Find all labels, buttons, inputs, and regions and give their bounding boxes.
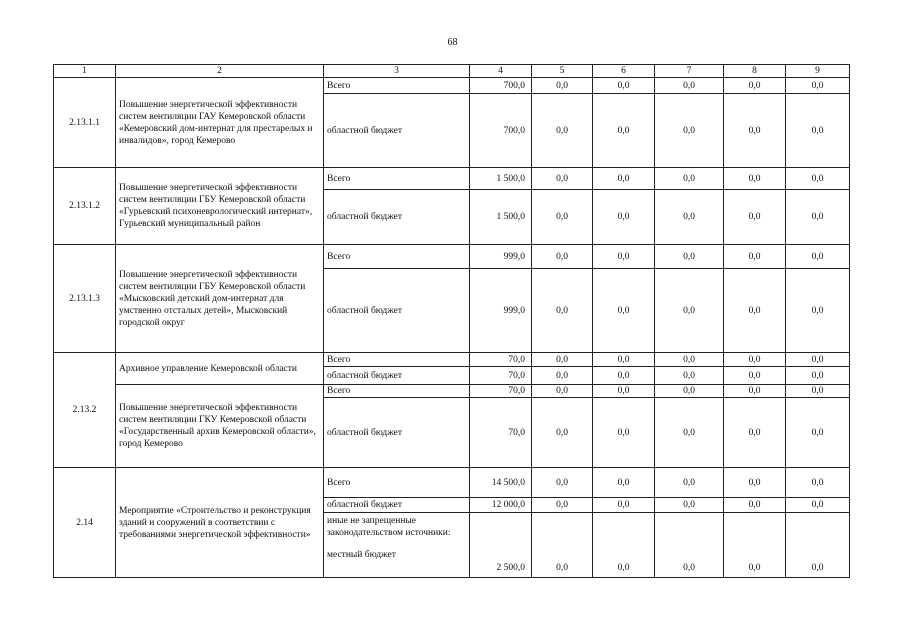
- source-label: областной бюджет: [324, 498, 470, 513]
- value-cell: 0,0: [724, 190, 786, 245]
- value-cell: 0,0: [655, 269, 724, 353]
- value-cell: 0,0: [655, 367, 724, 385]
- value-cell: 0,0: [655, 385, 724, 398]
- row-name: Повышение энергетической эффективности систем вентиляции ГБУ Кемеровской области «Мысковский детский дом-интернат для умственно отсталых детей», Мысковский городской округ: [116, 245, 324, 353]
- source-label-stack: [324, 513, 470, 578]
- row-code: 2.13.1.2: [54, 168, 116, 245]
- value-cell: 0,0: [532, 498, 593, 513]
- header-row: [54, 65, 850, 78]
- value-cell: 0,0: [786, 168, 850, 190]
- value-cell: 0,0: [593, 245, 655, 269]
- value-cell: 0,0: [655, 353, 724, 367]
- value-cell: 0,0: [655, 245, 724, 269]
- value-cell: 0,0: [593, 94, 655, 168]
- value-cell: 0,0: [655, 513, 724, 578]
- value-cell: 0,0: [786, 367, 850, 385]
- row-code: 2.13.1.3: [54, 245, 116, 353]
- source-label: Всего: [324, 245, 470, 269]
- value-cell: 0,0: [724, 468, 786, 498]
- value-cell: 2 500,0: [470, 513, 532, 578]
- value-cell: 0,0: [532, 94, 593, 168]
- header-cell: 7: [655, 65, 724, 78]
- source-label: областной бюджет: [324, 367, 470, 385]
- value-cell: 0,0: [724, 269, 786, 353]
- value-cell: 0,0: [786, 498, 850, 513]
- budget-table: [53, 64, 850, 578]
- row-name: Повышение энергетической эффективности систем вентиляции ГБУ Кемеровской области «Гурьевский психоневрологический интернат», Гурьевский муниципальный район: [116, 168, 324, 245]
- value-cell: 0,0: [786, 385, 850, 398]
- value-cell: 1 500,0: [470, 168, 532, 190]
- value-cell: 0,0: [593, 385, 655, 398]
- value-cell: 0,0: [655, 168, 724, 190]
- value-cell: 0,0: [786, 468, 850, 498]
- value-cell: 0,0: [786, 78, 850, 94]
- value-cell: 0,0: [655, 498, 724, 513]
- value-cell: 0,0: [724, 385, 786, 398]
- value-cell: 0,0: [724, 367, 786, 385]
- source-label: иные не запрещенные законодательством источники:: [327, 516, 451, 538]
- table-row: [54, 78, 850, 94]
- value-cell: 70,0: [470, 353, 532, 367]
- value-cell: 0,0: [532, 385, 593, 398]
- value-cell: 0,0: [724, 94, 786, 168]
- value-cell: 0,0: [593, 498, 655, 513]
- header-cell: 9: [786, 65, 850, 78]
- table-row: [54, 468, 850, 498]
- value-cell: 0,0: [593, 513, 655, 578]
- value-cell: 0,0: [786, 398, 850, 468]
- value-cell: 700,0: [470, 94, 532, 168]
- value-cell: 0,0: [724, 168, 786, 190]
- value-cell: 0,0: [786, 269, 850, 353]
- value-cell: 0,0: [593, 78, 655, 94]
- source-label: местный бюджет: [327, 550, 396, 560]
- value-cell: 0,0: [593, 353, 655, 367]
- header-cell: 2: [116, 65, 324, 78]
- value-cell: 0,0: [786, 94, 850, 168]
- table-row: [54, 245, 850, 269]
- value-cell: 0,0: [724, 498, 786, 513]
- value-cell: 70,0: [470, 398, 532, 468]
- header-cell: 5: [532, 65, 593, 78]
- value-cell: 0,0: [724, 78, 786, 94]
- header-cell: 6: [593, 65, 655, 78]
- row-name: Повышение энергетической эффективности систем вентиляции ГАУ Кемеровской области «Кемеровский дом-интернат для престарелых и инвалидов», город Кемерово: [116, 78, 324, 168]
- row-code: 2.13.1.1: [54, 78, 116, 168]
- source-label: Всего: [324, 468, 470, 498]
- source-label: Всего: [324, 353, 470, 367]
- row-name: Повышение энергетической эффективности систем вентиляции ГКУ Кемеровской области «Государственный архив Кемеровской области», город Кемерово: [116, 385, 324, 468]
- value-cell: 70,0: [470, 385, 532, 398]
- value-cell: 0,0: [655, 398, 724, 468]
- row-code: 2.14: [54, 468, 116, 578]
- value-cell: 0,0: [724, 353, 786, 367]
- value-cell: 0,0: [532, 367, 593, 385]
- value-cell: 0,0: [532, 245, 593, 269]
- value-cell: 0,0: [593, 269, 655, 353]
- value-cell: 0,0: [786, 353, 850, 367]
- value-cell: 0,0: [593, 468, 655, 498]
- header-cell: 3: [324, 65, 470, 78]
- value-cell: 0,0: [532, 190, 593, 245]
- value-cell: 0,0: [532, 468, 593, 498]
- source-label: Всего: [324, 78, 470, 94]
- value-cell: 0,0: [593, 190, 655, 245]
- row-code: 2.13.2: [54, 353, 116, 468]
- value-cell: 0,0: [593, 168, 655, 190]
- source-label: Всего: [324, 168, 470, 190]
- table-row: [54, 385, 850, 398]
- value-cell: 0,0: [593, 367, 655, 385]
- value-cell: 700,0: [470, 78, 532, 94]
- value-cell: 70,0: [470, 367, 532, 385]
- header-cell: 4: [470, 65, 532, 78]
- page-number: 68: [447, 37, 458, 48]
- value-cell: 1 500,0: [470, 190, 532, 245]
- value-cell: 0,0: [724, 513, 786, 578]
- value-cell: 0,0: [655, 94, 724, 168]
- value-cell: 0,0: [786, 190, 850, 245]
- value-cell: 999,0: [470, 269, 532, 353]
- source-label: Всего: [324, 385, 470, 398]
- row-name: Архивное управление Кемеровской области: [116, 353, 324, 385]
- value-cell: 0,0: [532, 513, 593, 578]
- value-cell: 0,0: [786, 245, 850, 269]
- value-cell: 0,0: [532, 78, 593, 94]
- value-cell: 14 500,0: [470, 468, 532, 498]
- value-cell: 0,0: [532, 353, 593, 367]
- value-cell: 0,0: [655, 78, 724, 94]
- table-row: [54, 168, 850, 190]
- table-row: [54, 353, 850, 367]
- value-cell: 0,0: [786, 513, 850, 578]
- value-cell: 0,0: [724, 245, 786, 269]
- value-cell: 0,0: [532, 168, 593, 190]
- value-cell: 0,0: [532, 398, 593, 468]
- source-label: областной бюджет: [324, 190, 470, 245]
- value-cell: 999,0: [470, 245, 532, 269]
- value-cell: 0,0: [532, 269, 593, 353]
- value-cell: 0,0: [655, 190, 724, 245]
- value-cell: 12 000,0: [470, 498, 532, 513]
- value-cell: 0,0: [724, 398, 786, 468]
- header-cell: 8: [724, 65, 786, 78]
- source-label: областной бюджет: [324, 94, 470, 168]
- header-cell: 1: [54, 65, 116, 78]
- row-name: Мероприятие «Строительство и реконструкция зданий и сооружений в соответствии с требованиями энергетической эффективности»: [116, 468, 324, 578]
- value-cell: 0,0: [593, 398, 655, 468]
- source-label: областной бюджет: [324, 269, 470, 353]
- source-label: областной бюджет: [324, 398, 470, 468]
- value-cell: 0,0: [655, 468, 724, 498]
